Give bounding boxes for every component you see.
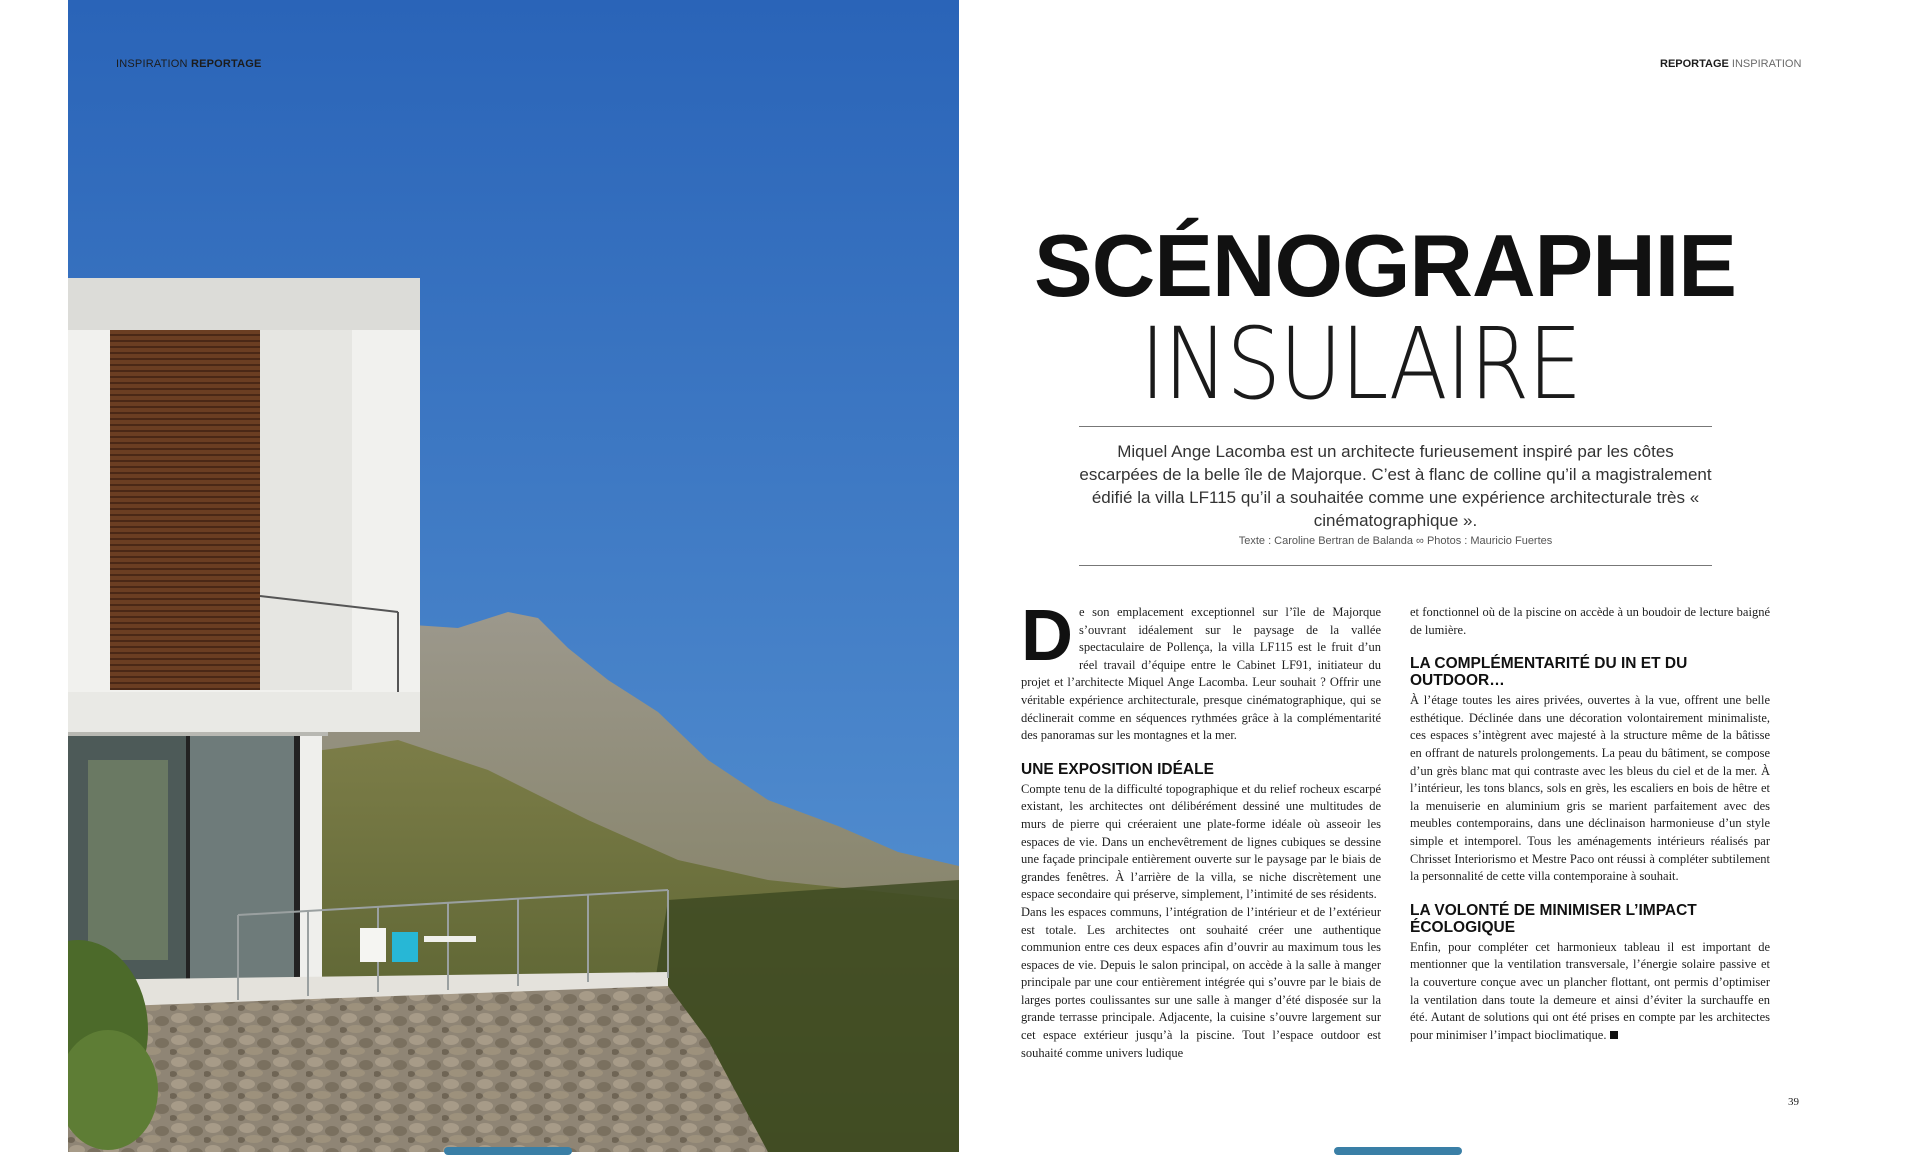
- subheading-ecologique: LA VOLONTÉ DE MINIMISER L’IMPACT ÉCOLOGIQUE: [1410, 901, 1697, 936]
- end-mark: [1610, 1031, 1618, 1039]
- article-credits: Texte : Caroline Bertran de Balanda ∞ Photos : Mauricio Fuertes: [1238, 535, 1553, 547]
- paragraph-3: Dans les espaces communs, l’intégration de l’intérieur et de l’extérieur est totale. Les architectes ont souhaité créer une authentique communion entre ces deux espaces afin d’ouvrir au maximum tous les espaces de vie. Depuis le salon principal, on accède à la salle à manger principale par une cour entièrement intégrée qui s’ouvre par le biais de larges portes coulissantes sur une salle à manger d’été disposée sur la grande terrasse principale. Adjacente, la cuisine s’ouvre largement sur cet espace extérieur jusqu’à la piscine. Tout l’espace outdoor est souhaité comme univers ludique: [1021, 904, 1381, 1060]
- drop-cap: D: [1021, 596, 1073, 676]
- villa-illustration: [68, 0, 959, 1152]
- paragraph-4: et fonctionnel où de la piscine on accède à un boudoir de lecture baigné de lumière.: [1410, 605, 1770, 637]
- section-label: INSPIRATION: [1731, 58, 1802, 70]
- paragraph-5: À l’étage toutes les aires privées, ouvertes à la vue, offrent une belle esthétique. Déclinée dans une décoration volontairement minimaliste, ces espaces s’intègrent avec majesté à la structure même de la bâtisse en offrant de naturels prolongements. La peau du bâtiment, se compose d’un grès blanc mat qui contraste avec les bleus du ciel et de la mer. À l’intérieur, les tons blancs, sols en grès, les escaliers en bois de hêtre et la menuiserie en aluminium gris se marient parfaitement avec des meubles contemporains, dans une déclinaison harmonieuse d’un style simple et intemporel. Tous les aménagements intérieurs réalisés par Chrisset Interiorismo et Mestre Paco ont réussi à compléter subtilement la personnalité de cette villa contemporaine à souhait.: [1410, 693, 1770, 884]
- article-title-line2: INSULAIRE: [1140, 307, 1581, 422]
- villa-photo: [68, 0, 959, 1152]
- top-rule: [1079, 426, 1712, 427]
- nav-tab-left[interactable]: [444, 1147, 572, 1155]
- page-number: 39: [1788, 1096, 1799, 1108]
- article-title-line1: SCÉNOGRAPHIE: [1034, 216, 1736, 315]
- article-intro: Miquel Ange Lacomba est un architecte furieusement inspiré par les côtes escarpées de la belle île de Majorque. C’est à flanc de colline qu’il a magistralement édifié la villa LF115 qu’il a souhaitée comme une expérience architecturale très « cinématographique ».: [1079, 442, 1712, 530]
- running-header-left: INSPIRATION REPORTAGE: [116, 58, 262, 70]
- subheading-exposition: UNE EXPOSITION IDÉALE: [1021, 760, 1214, 778]
- paragraph-1: e son emplacement exceptionnel sur l’île de Majorque s’ouvrant idéalement sur le paysage de la vallée spectaculaire de Pollença, la villa LF115 est le fruit d’un réel travail d’équipe entre le Cabinet LF91, initiateur du projet et l’architecte Miquel Ange Lacomba. Leur souhait ? Offrir une véritable expérience architecturale, presque cinématographique, qui se déclinerait comme en séquences rythmées grâce à la complémentarité des panoramas sur les montagnes et la mer.: [1021, 605, 1381, 743]
- subheading-complementarite: LA COMPLÉMENTARITÉ DU IN ET DU OUTDOOR…: [1410, 655, 1688, 690]
- rubric-label: REPORTAGE: [1660, 58, 1729, 70]
- nav-tab-right[interactable]: [1334, 1147, 1462, 1155]
- text-column-2: [1410, 604, 1770, 1044]
- paragraph-6: Enfin, pour compléter cet harmonieux tableau il est important de mentionner que la ventilation transversale, l’énergie solaire passive et la couverture conçue avec un plancher flottant, ont permis d’optimiser la ventilation dans toute la demeure et ainsi d’éviter la surchauffe en été. Autant de solutions qui ont été prises en compte par les architectes pour minimiser l’impact bioclimatique.: [1410, 939, 1770, 1042]
- bottom-rule: [1079, 565, 1712, 566]
- running-header-right: [1660, 58, 1801, 70]
- text-column-1: [1021, 596, 1381, 1062]
- paragraph-2: Compte tenu de la difficulté topographique et du relief rocheux escarpé existant, les architectes ont délibérément dessiné une multitudes de murs de pierre qui créeraient une plate-forme idéale où asseoir les espaces de vie. Dans un enchevêtrement de lignes cubiques se dessine une façade principale entièrement ouverte sur le paysage par le biais de grandes fenêtres. À l’arrière de la villa, se niche discrètement une espace secondaire qui préserve, simplement, l’intimité de ses résidents.: [1021, 781, 1381, 902]
